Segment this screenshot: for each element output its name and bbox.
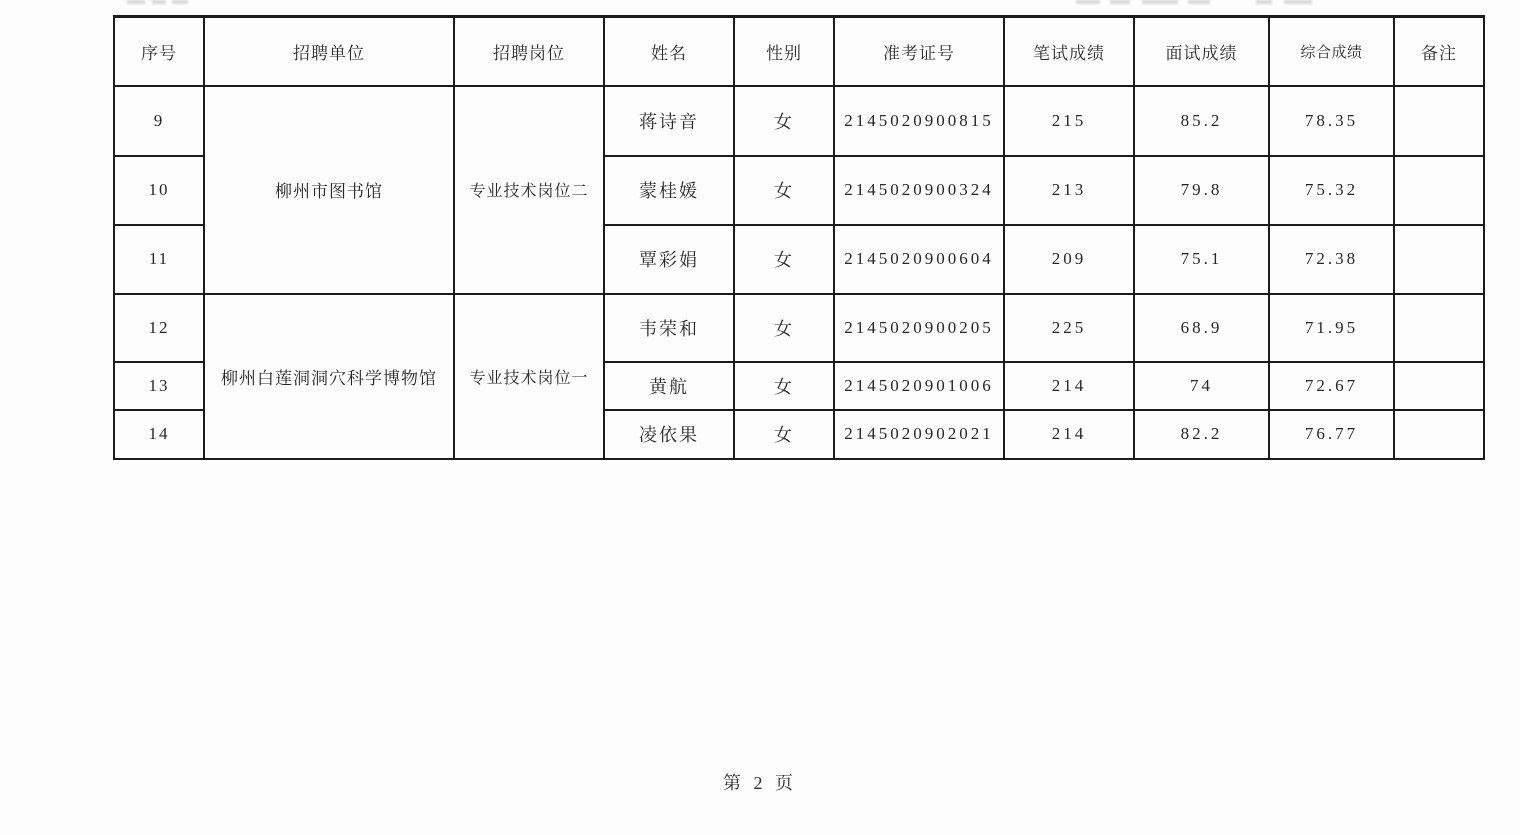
column-header-position: 招聘岗位	[454, 17, 604, 86]
cell-unit: 柳州市图书馆	[204, 86, 454, 294]
cell-gender: 女	[734, 410, 834, 459]
column-header-gender: 性别	[734, 17, 834, 86]
results-table	[113, 15, 1485, 460]
cut-off-title-fragment	[1188, 0, 1210, 4]
cut-off-title-fragment	[1110, 0, 1130, 4]
cell-name: 韦荣和	[604, 294, 734, 362]
cell-gender: 女	[734, 156, 834, 225]
page-number-footer: 第 2 页	[723, 773, 797, 793]
cell-interview-score: 75.1	[1134, 225, 1269, 294]
cell-remark	[1394, 86, 1484, 156]
cell-seq: 11	[114, 225, 204, 294]
cell-ticket: 2145020900815	[834, 86, 1004, 156]
cell-name: 蒋诗音	[604, 86, 734, 156]
cell-overall-score: 72.67	[1269, 362, 1394, 410]
cell-written-score: 225	[1004, 294, 1134, 362]
cell-unit: 柳州白莲洞洞穴科学博物馆	[204, 294, 454, 459]
table-row	[114, 86, 1484, 156]
cell-remark	[1394, 225, 1484, 294]
cell-overall-score: 71.95	[1269, 294, 1394, 362]
cell-written-score: 213	[1004, 156, 1134, 225]
cell-overall-score: 78.35	[1269, 86, 1394, 156]
cell-written-score: 209	[1004, 225, 1134, 294]
cell-name: 覃彩娟	[604, 225, 734, 294]
column-header-written-score: 笔试成绩	[1004, 17, 1134, 86]
table-header-row	[114, 17, 1484, 86]
cell-interview-score: 74	[1134, 362, 1269, 410]
cut-off-title-fragment	[127, 0, 145, 4]
cell-position: 专业技术岗位二	[454, 86, 604, 294]
cell-overall-score: 75.32	[1269, 156, 1394, 225]
cell-overall-score: 76.77	[1269, 410, 1394, 459]
cut-off-title-fragment	[1076, 0, 1100, 4]
cell-ticket: 2145020900205	[834, 294, 1004, 362]
column-header-interview-score: 面试成绩	[1134, 17, 1269, 86]
cell-name: 黄航	[604, 362, 734, 410]
cell-ticket: 2145020900324	[834, 156, 1004, 225]
cell-gender: 女	[734, 294, 834, 362]
cut-off-title-fragment	[1284, 0, 1312, 4]
cell-interview-score: 85.2	[1134, 86, 1269, 156]
cell-written-score: 215	[1004, 86, 1134, 156]
cut-off-title-fragment	[1256, 0, 1272, 4]
cell-gender: 女	[734, 86, 834, 156]
cut-off-title-fragment	[152, 0, 166, 4]
cell-ticket: 2145020900604	[834, 225, 1004, 294]
cell-written-score: 214	[1004, 362, 1134, 410]
cell-remark	[1394, 156, 1484, 225]
cell-ticket: 2145020901006	[834, 362, 1004, 410]
column-header-overall-score: 综合成绩	[1269, 17, 1394, 86]
cell-remark	[1394, 294, 1484, 362]
cell-remark	[1394, 362, 1484, 410]
column-header-ticket: 准考证号	[834, 17, 1004, 86]
cell-seq: 9	[114, 86, 204, 156]
cell-seq: 13	[114, 362, 204, 410]
cell-gender: 女	[734, 225, 834, 294]
table-row	[114, 294, 1484, 362]
cut-off-title-fragment	[172, 0, 188, 4]
cell-remark	[1394, 410, 1484, 459]
column-header-seq: 序号	[114, 17, 204, 86]
cell-seq: 14	[114, 410, 204, 459]
cut-off-title-fragment	[1142, 0, 1178, 4]
cell-overall-score: 72.38	[1269, 225, 1394, 294]
column-header-name: 姓名	[604, 17, 734, 86]
cell-interview-score: 68.9	[1134, 294, 1269, 362]
cell-name: 凌依果	[604, 410, 734, 459]
cell-position: 专业技术岗位一	[454, 294, 604, 459]
cell-written-score: 214	[1004, 410, 1134, 459]
column-header-remark: 备注	[1394, 17, 1484, 86]
cell-name: 蒙桂媛	[604, 156, 734, 225]
cell-gender: 女	[734, 362, 834, 410]
cell-ticket: 2145020902021	[834, 410, 1004, 459]
cell-interview-score: 82.2	[1134, 410, 1269, 459]
cell-seq: 10	[114, 156, 204, 225]
cell-interview-score: 79.8	[1134, 156, 1269, 225]
column-header-unit: 招聘单位	[204, 17, 454, 86]
cell-seq: 12	[114, 294, 204, 362]
